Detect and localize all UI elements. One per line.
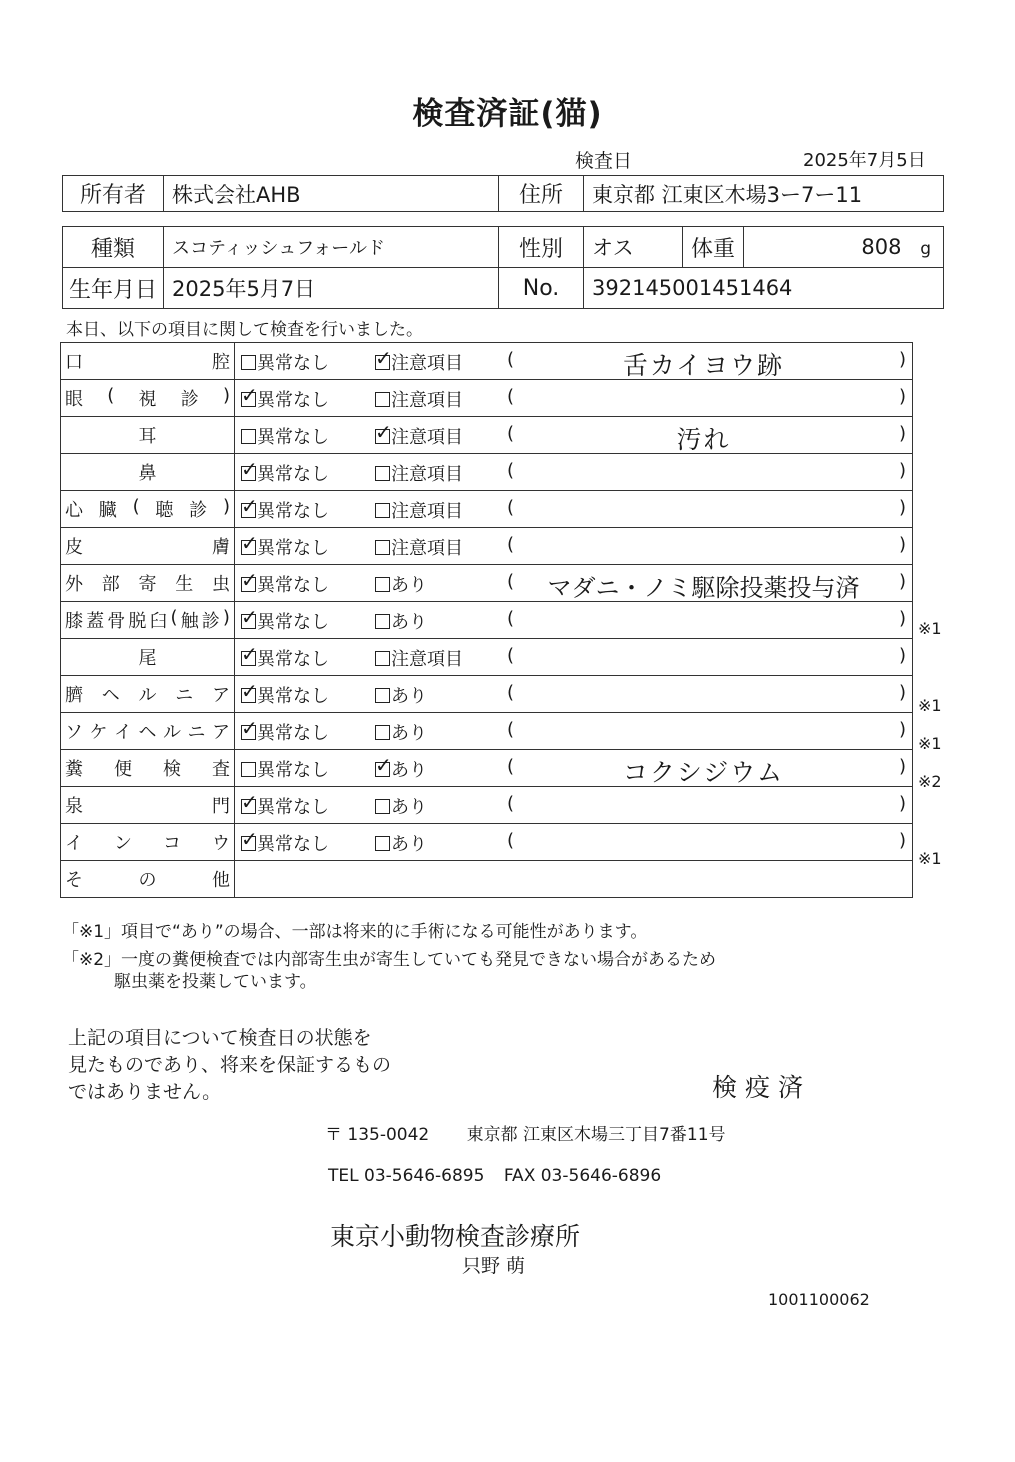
checkbox-icon[interactable] bbox=[241, 679, 258, 703]
item-char: 眼 bbox=[65, 389, 83, 410]
check-mark-icon: ✓ bbox=[241, 790, 258, 814]
item-char: 尾 bbox=[138, 648, 157, 669]
weight-unit: g bbox=[920, 239, 931, 259]
item-char: 便 bbox=[114, 759, 132, 780]
checklist-row bbox=[61, 676, 913, 713]
checklist-options bbox=[235, 713, 913, 750]
option-normal[interactable] bbox=[241, 568, 329, 597]
checkbox-icon[interactable] bbox=[375, 614, 390, 629]
checklist-item-label bbox=[61, 602, 235, 639]
item-char: コ bbox=[163, 833, 181, 854]
item-char: ) bbox=[222, 385, 230, 406]
remark-paren-open: ( bbox=[507, 460, 515, 481]
remark-paren-close: ) bbox=[898, 830, 906, 851]
checklist-item-label bbox=[61, 750, 235, 787]
option-attention[interactable] bbox=[375, 534, 463, 560]
remark-paren-close: ) bbox=[898, 571, 906, 592]
remark-paren-open: ( bbox=[507, 645, 515, 666]
remark-paren-open: ( bbox=[507, 793, 515, 814]
option-normal[interactable] bbox=[241, 827, 329, 856]
item-char: ウ bbox=[212, 833, 230, 854]
checkbox-icon[interactable] bbox=[241, 762, 256, 777]
disclaimer-statement bbox=[68, 1025, 391, 1106]
item-char: ソ bbox=[65, 722, 83, 743]
item-char: 腔 bbox=[212, 352, 230, 373]
option-attention[interactable] bbox=[375, 346, 463, 375]
sex-label: 性別 bbox=[499, 227, 584, 268]
remark-paren-close: ) bbox=[898, 460, 906, 481]
checkbox-icon[interactable] bbox=[241, 827, 258, 851]
remark-paren-open: ( bbox=[507, 534, 515, 555]
remark-paren-open: ( bbox=[507, 497, 515, 518]
remark-text: 舌カイヨウ跡 bbox=[622, 351, 785, 380]
footnote-1: 「※1」項目で“あり”の場合、一部は将来的に手術になる可能性があります。 bbox=[62, 922, 648, 942]
other-value bbox=[235, 861, 913, 898]
option-label: 異常なし bbox=[257, 649, 329, 670]
check-mark-icon: ✓ bbox=[241, 716, 258, 740]
remark-paren-open: ( bbox=[507, 756, 515, 777]
item-char: ケ bbox=[89, 722, 108, 743]
weight-value: 808 bbox=[861, 235, 902, 259]
check-mark-icon: ✓ bbox=[375, 420, 392, 444]
option-normal[interactable] bbox=[241, 531, 329, 560]
clinic-contact-line bbox=[328, 1166, 661, 1186]
item-char: の bbox=[138, 870, 157, 891]
weight-label: 体重 bbox=[683, 227, 744, 268]
option-label: 注意項目 bbox=[391, 464, 463, 485]
checkbox-icon[interactable] bbox=[375, 346, 392, 370]
checklist-item-label bbox=[61, 565, 235, 602]
item-char: 骨 bbox=[107, 611, 126, 632]
item-char: 門 bbox=[212, 796, 230, 817]
checklist-table bbox=[60, 342, 913, 898]
remark-paren-open: ( bbox=[507, 719, 515, 740]
option-normal[interactable] bbox=[241, 605, 329, 634]
row-footnote-marker: ※1 bbox=[918, 619, 942, 639]
check-mark-icon: ✓ bbox=[241, 642, 258, 666]
option-label: 異常なし bbox=[257, 723, 329, 744]
checklist-item-label bbox=[61, 824, 235, 861]
item-char: 蓋 bbox=[86, 611, 105, 632]
item-char: 聴 bbox=[155, 500, 174, 521]
option-attention[interactable] bbox=[375, 645, 463, 671]
check-mark-icon: ✓ bbox=[241, 679, 258, 703]
check-mark-icon: ✓ bbox=[241, 457, 258, 481]
check-mark-icon: ✓ bbox=[241, 531, 258, 555]
row-footnote-marker: ※2 bbox=[918, 772, 942, 792]
item-char: 診 bbox=[201, 611, 220, 632]
checklist-row bbox=[61, 565, 913, 602]
statement-line: 上記の項目について検査日の状態を bbox=[68, 1027, 372, 1049]
checklist-options bbox=[235, 565, 913, 602]
remark-text: 汚れ bbox=[676, 425, 731, 454]
remark-paren-close: ) bbox=[898, 497, 906, 518]
checklist-item-label bbox=[61, 713, 235, 750]
option-normal[interactable] bbox=[241, 383, 329, 412]
checklist-options bbox=[235, 417, 913, 454]
postal-code: 〒 135-0042 bbox=[325, 1125, 430, 1145]
item-char: 視 bbox=[138, 389, 157, 410]
checklist-row bbox=[61, 639, 913, 676]
option-normal[interactable] bbox=[241, 790, 329, 819]
option-normal[interactable] bbox=[241, 756, 329, 782]
document-title: 検査済証(猫) bbox=[412, 96, 603, 132]
checkbox-icon[interactable] bbox=[375, 651, 390, 666]
item-char: イ bbox=[114, 722, 132, 743]
option-label: 異常なし bbox=[257, 390, 329, 411]
remark-paren-close: ) bbox=[898, 608, 906, 629]
remark-paren-open: ( bbox=[507, 682, 515, 703]
item-char: ア bbox=[212, 722, 230, 743]
option-attention[interactable] bbox=[375, 497, 463, 523]
option-attention[interactable] bbox=[375, 719, 427, 745]
item-char: 鼻 bbox=[138, 463, 157, 484]
option-label: 注意項目 bbox=[391, 649, 463, 670]
option-attention[interactable] bbox=[375, 460, 463, 486]
veterinarian-name: 只野 萌 bbox=[462, 1255, 526, 1277]
item-char: 脱 bbox=[128, 611, 147, 632]
checkbox-icon[interactable] bbox=[241, 531, 258, 555]
checklist-item-label bbox=[61, 787, 235, 824]
item-char: 臼 bbox=[149, 611, 168, 632]
checklist-options bbox=[235, 491, 913, 528]
checklist-item-label bbox=[61, 639, 235, 676]
option-attention[interactable] bbox=[375, 793, 427, 819]
option-label: 注意項目 bbox=[391, 353, 463, 374]
remark-paren-close: ) bbox=[898, 793, 906, 814]
checklist-options bbox=[235, 343, 913, 380]
option-label: 注意項目 bbox=[391, 501, 463, 522]
birth-value: 2025年5月7日 bbox=[164, 268, 499, 309]
check-mark-icon: ✓ bbox=[241, 494, 258, 518]
remark-paren-close: ) bbox=[898, 534, 906, 555]
remark-paren-open: ( bbox=[507, 830, 515, 851]
option-attention[interactable] bbox=[375, 420, 463, 449]
checklist-row bbox=[61, 824, 913, 861]
option-label: 異常なし bbox=[257, 464, 329, 485]
checkbox-icon[interactable] bbox=[375, 577, 390, 592]
item-char: ヘ bbox=[138, 722, 157, 743]
item-char: ( bbox=[132, 496, 140, 517]
checklist-options bbox=[235, 454, 913, 491]
option-attention[interactable] bbox=[375, 571, 427, 597]
clinic-tel: TEL 03-5646-6895 bbox=[328, 1166, 485, 1186]
option-label: あり bbox=[391, 575, 427, 596]
footnote-2-cont: 駆虫薬を投薬しています。 bbox=[114, 972, 317, 992]
item-char: イ bbox=[65, 833, 83, 854]
clinic-name: 東京小動物検査診療所 bbox=[330, 1222, 581, 1251]
checkbox-icon[interactable] bbox=[375, 753, 392, 777]
checklist-options bbox=[235, 380, 913, 417]
option-label: 異常なし bbox=[257, 797, 329, 818]
document-number: 1001100062 bbox=[768, 1290, 870, 1309]
clinic-fax: FAX 03-5646-6896 bbox=[503, 1166, 662, 1186]
inspection-date: 2025年7月5日 bbox=[803, 150, 926, 171]
item-char: ) bbox=[222, 496, 230, 517]
item-char: 生 bbox=[175, 574, 194, 595]
check-mark-icon: ✓ bbox=[241, 568, 258, 592]
option-normal[interactable] bbox=[241, 494, 329, 523]
other-label bbox=[61, 861, 235, 898]
checklist-row bbox=[61, 343, 913, 380]
option-label: あり bbox=[391, 760, 427, 781]
item-char: 外 bbox=[65, 574, 83, 595]
remark-paren-open: ( bbox=[507, 571, 515, 592]
owner-value: 株式会社AHB bbox=[164, 176, 499, 212]
statement-line: ではありません。 bbox=[68, 1081, 222, 1103]
item-char: 臍 bbox=[65, 685, 83, 706]
checklist-item-label bbox=[61, 491, 235, 528]
weight-cell bbox=[744, 227, 944, 268]
checkbox-icon[interactable] bbox=[241, 355, 256, 370]
checklist-row bbox=[61, 750, 913, 787]
item-char: 糞 bbox=[65, 759, 83, 780]
checklist-options bbox=[235, 528, 913, 565]
row-footnote-marker: ※1 bbox=[918, 734, 942, 753]
check-mark-icon: ✓ bbox=[375, 346, 392, 370]
option-label: 異常なし bbox=[257, 575, 329, 596]
option-label: 異常なし bbox=[257, 353, 329, 374]
checkbox-icon[interactable] bbox=[375, 540, 390, 555]
item-char: ) bbox=[222, 607, 230, 628]
check-mark-icon: ✓ bbox=[241, 827, 258, 851]
option-attention[interactable] bbox=[375, 386, 463, 412]
checkbox-icon[interactable] bbox=[375, 420, 392, 444]
checklist-item-label bbox=[61, 380, 235, 417]
option-label: あり bbox=[391, 723, 427, 744]
checkbox-icon[interactable] bbox=[241, 716, 258, 740]
checkbox-icon[interactable] bbox=[241, 429, 256, 444]
no-value: 392145001451464 bbox=[584, 268, 944, 309]
option-label: 異常なし bbox=[257, 612, 329, 633]
remark-paren-close: ) bbox=[898, 349, 906, 370]
option-label: 注意項目 bbox=[391, 390, 463, 411]
sex-value: オス bbox=[584, 227, 683, 268]
option-label: あり bbox=[391, 797, 427, 818]
address-value: 東京都 江東区木場3ー7ー11 bbox=[584, 176, 944, 212]
animal-table bbox=[62, 226, 944, 309]
row-footnote-marker: ※1 bbox=[918, 848, 942, 868]
item-char: 検 bbox=[163, 759, 181, 780]
checklist-options bbox=[235, 676, 913, 713]
checklist-row bbox=[61, 454, 913, 491]
item-char: ン bbox=[114, 833, 132, 854]
breed-label: 種類 bbox=[63, 227, 164, 268]
remark-paren-close: ) bbox=[898, 645, 906, 666]
checklist-options bbox=[235, 602, 913, 639]
item-char: ア bbox=[212, 685, 230, 706]
option-normal[interactable] bbox=[241, 679, 329, 708]
item-char: そ bbox=[65, 870, 83, 891]
breed-value: スコティッシュフォールド bbox=[164, 227, 499, 268]
remark-paren-close: ) bbox=[898, 682, 906, 703]
checkbox-icon[interactable] bbox=[241, 568, 258, 592]
item-char: 他 bbox=[212, 870, 230, 891]
checklist-row bbox=[61, 491, 913, 528]
option-normal[interactable] bbox=[241, 716, 329, 745]
option-label: 異常なし bbox=[257, 427, 329, 448]
checkbox-icon[interactable] bbox=[375, 836, 390, 851]
checklist-row bbox=[61, 787, 913, 824]
clinic-address-line bbox=[325, 1120, 726, 1145]
owner-table bbox=[62, 175, 944, 212]
checkbox-icon[interactable] bbox=[375, 725, 390, 740]
address-label: 住所 bbox=[499, 176, 584, 212]
checklist-row bbox=[61, 528, 913, 565]
checklist-item-label bbox=[61, 417, 235, 454]
checkbox-icon[interactable] bbox=[375, 799, 390, 814]
checklist-item-label bbox=[61, 528, 235, 565]
remark-paren-open: ( bbox=[507, 349, 515, 370]
option-normal[interactable] bbox=[241, 457, 329, 486]
option-label: 異常なし bbox=[257, 760, 329, 781]
item-char: 臓 bbox=[98, 500, 117, 521]
checklist-options bbox=[235, 787, 913, 824]
inspection-date-label: 検査日 bbox=[575, 150, 633, 172]
option-label: あり bbox=[391, 612, 427, 633]
item-char: 寄 bbox=[138, 574, 157, 595]
item-char: 診 bbox=[180, 389, 199, 410]
option-normal[interactable] bbox=[241, 642, 329, 671]
remark-paren-close: ) bbox=[898, 719, 906, 740]
option-label: 異常なし bbox=[257, 501, 329, 522]
remark-paren-close: ) bbox=[898, 386, 906, 407]
option-label: 異常なし bbox=[257, 538, 329, 559]
remark-paren-close: ) bbox=[898, 423, 906, 444]
item-char: 膚 bbox=[212, 537, 230, 558]
checkbox-icon[interactable] bbox=[375, 503, 390, 518]
item-char: ル bbox=[163, 722, 181, 743]
checkbox-icon[interactable] bbox=[375, 688, 390, 703]
item-char: ニ bbox=[175, 685, 194, 706]
option-label: 注意項目 bbox=[391, 538, 463, 559]
option-attention[interactable] bbox=[375, 682, 427, 708]
item-char: ( bbox=[170, 607, 178, 628]
checkbox-icon[interactable] bbox=[241, 790, 258, 814]
option-normal[interactable] bbox=[241, 349, 329, 375]
item-char: 皮 bbox=[65, 537, 83, 558]
checkbox-icon[interactable] bbox=[241, 494, 258, 518]
checklist-row bbox=[61, 417, 913, 454]
checkbox-icon[interactable] bbox=[241, 457, 258, 481]
item-char: 口 bbox=[65, 352, 83, 373]
item-char: ( bbox=[107, 385, 115, 406]
remark-paren-close: ) bbox=[898, 756, 906, 777]
row-footnote-marker: ※1 bbox=[918, 695, 942, 715]
checkbox-icon[interactable] bbox=[241, 642, 258, 666]
no-label: No. bbox=[499, 268, 584, 309]
intro-text: 本日、以下の項目に関して検査を行いました。 bbox=[66, 320, 423, 340]
check-mark-icon: ✓ bbox=[375, 753, 392, 777]
option-label: 異常なし bbox=[257, 834, 329, 855]
option-attention[interactable] bbox=[375, 753, 427, 782]
checklist-item-label bbox=[61, 454, 235, 491]
checklist-row bbox=[61, 602, 913, 639]
option-label: あり bbox=[391, 686, 427, 707]
item-char: 部 bbox=[101, 574, 120, 595]
birth-label: 生年月日 bbox=[63, 268, 164, 309]
remark-text: マダニ・ノミ駆除投薬投与済 bbox=[547, 574, 860, 602]
option-label: 注意項目 bbox=[391, 427, 463, 448]
checklist-item-label bbox=[61, 676, 235, 713]
option-label: あり bbox=[391, 834, 427, 855]
item-char: 診 bbox=[189, 500, 208, 521]
item-char: 泉 bbox=[65, 796, 83, 817]
item-char: 膝 bbox=[65, 611, 83, 632]
checklist-options bbox=[235, 750, 913, 787]
remark-paren-open: ( bbox=[507, 423, 515, 444]
item-char: ル bbox=[138, 685, 157, 706]
item-char: 虫 bbox=[212, 574, 230, 595]
option-label: 異常なし bbox=[257, 686, 329, 707]
checkbox-icon[interactable] bbox=[241, 383, 258, 407]
checklist-row bbox=[61, 713, 913, 750]
owner-label: 所有者 bbox=[63, 176, 164, 212]
checklist-item-label bbox=[61, 343, 235, 380]
item-char: 耳 bbox=[138, 426, 157, 447]
clinic-address: 東京都 江東区木場三丁目7番11号 bbox=[466, 1125, 726, 1145]
item-char: 心 bbox=[65, 500, 83, 521]
item-char: ニ bbox=[187, 722, 206, 743]
footnote-2: 「※2」一度の糞便検査では内部寄生虫が寄生していても発見できない場合があるため bbox=[62, 950, 717, 970]
checkbox-icon[interactable] bbox=[375, 392, 390, 407]
item-char: 査 bbox=[212, 759, 230, 780]
checklist-options bbox=[235, 824, 913, 861]
checkbox-icon[interactable] bbox=[375, 466, 390, 481]
statement-line: 見たものであり、将来を保証するもの bbox=[68, 1054, 392, 1076]
checkbox-icon[interactable] bbox=[241, 605, 258, 629]
option-normal[interactable] bbox=[241, 423, 329, 449]
quarantine-stamp: 検疫済 bbox=[712, 1073, 812, 1102]
check-mark-icon: ✓ bbox=[241, 605, 258, 629]
checklist-row bbox=[61, 380, 913, 417]
check-mark-icon: ✓ bbox=[241, 383, 258, 407]
item-char: ヘ bbox=[101, 685, 120, 706]
remark-paren-open: ( bbox=[507, 386, 515, 407]
remark-text: コクシジウム bbox=[622, 758, 785, 787]
option-attention[interactable] bbox=[375, 608, 427, 634]
checklist-options bbox=[235, 639, 913, 676]
remark-paren-open: ( bbox=[507, 608, 515, 629]
option-attention[interactable] bbox=[375, 830, 427, 856]
item-char: 触 bbox=[180, 611, 199, 632]
